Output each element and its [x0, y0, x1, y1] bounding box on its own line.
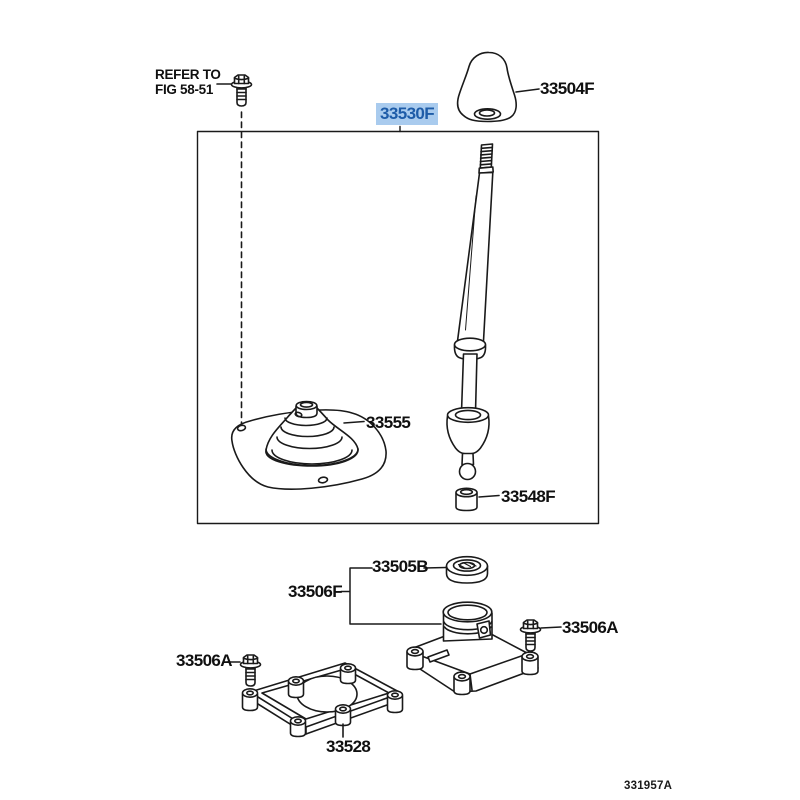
part-label-33506F[interactable]: 33506F: [288, 582, 343, 601]
part-label-33504F[interactable]: 33504F: [540, 79, 595, 98]
seal-ring-drawing: [424, 557, 488, 583]
part-label-33555[interactable]: 33555: [366, 413, 411, 432]
bushing-drawing: [456, 488, 499, 510]
refer-note-line2: FIG 58-51: [155, 82, 214, 98]
refer-note: [155, 67, 221, 97]
part-label-33506A-right[interactable]: 33506A: [562, 618, 618, 637]
bolt-right-drawing: [521, 620, 562, 651]
figure-doc-number: 331957A: [624, 780, 673, 792]
shift-lever-drawing: [447, 144, 493, 480]
retainer-housing-drawing: [407, 602, 538, 694]
part-label-33505B[interactable]: 33505B: [372, 557, 428, 576]
part-label-33548F[interactable]: 33548F: [501, 487, 556, 506]
shift-knob-drawing: [458, 52, 539, 121]
bolt-left-drawing: [227, 655, 261, 686]
retainer-bracket-lines: [341, 568, 441, 624]
part-label-33530F[interactable]: 33530F: [376, 103, 438, 125]
base-plate-drawing: [243, 663, 403, 737]
part-label-33528[interactable]: 33528: [326, 737, 371, 756]
part-label-33506A-left[interactable]: 33506A: [176, 651, 232, 670]
boot-plate-drawing: [232, 402, 386, 490]
refer-note-line1: REFER TO: [155, 67, 221, 82]
refer-bolt-drawing: [217, 75, 252, 106]
